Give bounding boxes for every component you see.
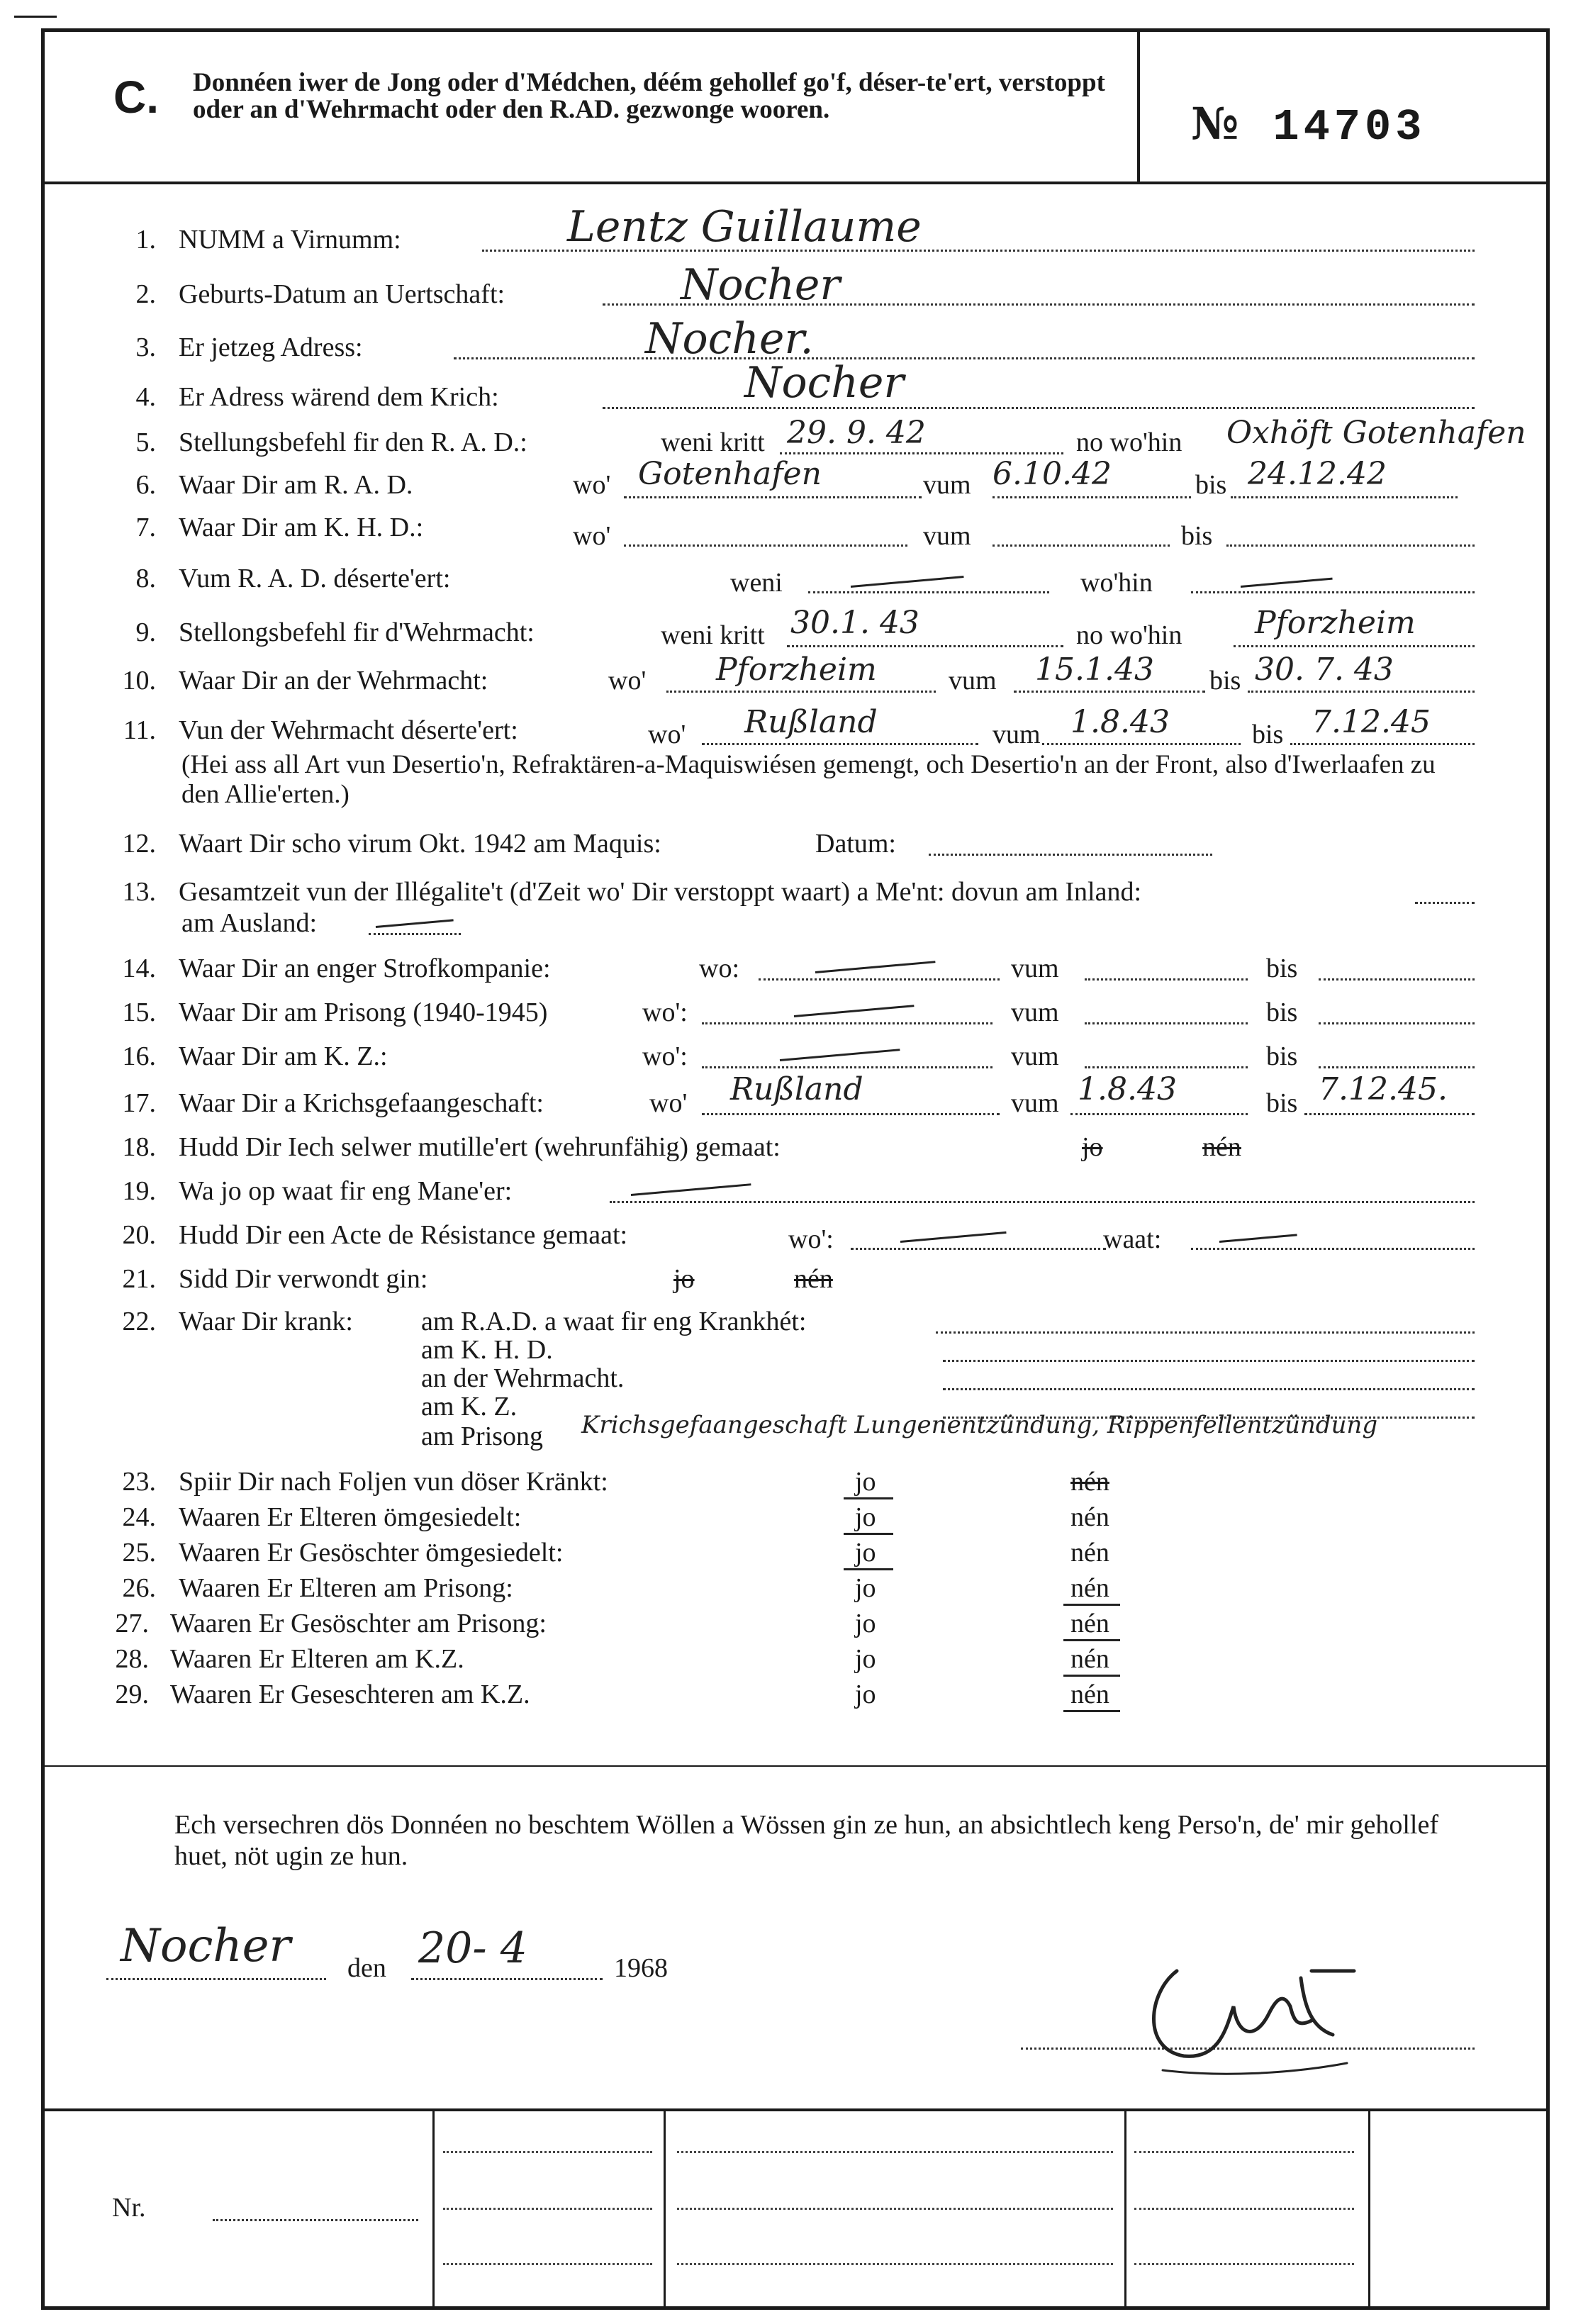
footer-column-divider [1368, 2108, 1370, 2310]
row-label: Waar Dir am Prisong (1940-1945) [179, 998, 548, 1027]
desertion-place: Rußland [744, 704, 878, 740]
wehrmacht-destination: Pforzheim [1255, 605, 1416, 641]
answer-nen: nén [1070, 1609, 1109, 1638]
answer-jo: jo [1082, 1132, 1103, 1162]
weni-label: weni kritt [661, 428, 765, 457]
wohin-label: wo'hin [1080, 568, 1153, 598]
wo-label: wo': [642, 1041, 688, 1071]
fill-line [1415, 902, 1475, 904]
name-value: Lentz Guillaume [567, 202, 922, 252]
fill-line [1234, 645, 1475, 647]
row-number: 21. [122, 1264, 156, 1294]
fill-line [666, 691, 936, 693]
footer-dotted-line [443, 2151, 652, 2153]
vum-label: vum [1011, 1041, 1059, 1071]
wehrmacht-to: 30. 7. 43 [1255, 652, 1394, 688]
fill-line [1014, 691, 1205, 693]
row-number: 17. [122, 1088, 156, 1118]
fill-line [1319, 1066, 1475, 1068]
wehrmacht-place: Pforzheim [716, 652, 877, 688]
number-sign: № [1191, 98, 1239, 150]
bis-label: bis [1266, 1088, 1298, 1118]
weni-label: weni kritt [661, 620, 765, 650]
fill-line [1304, 1113, 1475, 1115]
answer-nen: nén [1070, 1538, 1109, 1568]
footer-dotted-line [677, 2263, 1113, 2265]
bis-label: bis [1181, 521, 1213, 551]
bis-label: bis [1195, 470, 1227, 500]
signing-date: 20- 4 [418, 1923, 527, 1973]
footer-dotted-line [443, 2263, 652, 2265]
current-address-value: Nocher. [645, 314, 814, 364]
signing-year: 1968 [614, 1953, 668, 1983]
signature-mark [1120, 1928, 1375, 2084]
vum-label: vum [923, 470, 971, 500]
fill-line [702, 1066, 992, 1068]
rad-from: 6.10.42 [992, 456, 1112, 492]
fill-line [106, 1978, 326, 1980]
fill-line [1191, 591, 1475, 593]
section-rule [41, 1765, 1550, 1767]
row-label: Er jetzeg Adress: [179, 333, 363, 362]
fill-line [1226, 544, 1475, 547]
answer-jo: jo [673, 1264, 695, 1294]
row-number: 9. [135, 618, 156, 647]
bis-label: bis [1252, 720, 1284, 749]
den-label: den [347, 1953, 386, 1983]
row-label: Geburts-Datum an Uertschaft: [179, 279, 505, 309]
row-number: 18. [122, 1132, 156, 1162]
footer-dotted-line [1134, 2151, 1354, 2153]
corner-mark [14, 16, 57, 18]
header-bottom-rule [41, 181, 1550, 184]
fill-line [624, 544, 907, 547]
fill-line [610, 1201, 1475, 1203]
row-number: 13. [122, 877, 156, 907]
footer-dotted-line [443, 2208, 652, 2210]
row-label: Stellongsbefehl fir d'Wehrmacht: [179, 618, 535, 647]
row-label: Waaren Er Gesöschter ömgesiedelt: [179, 1538, 564, 1568]
wo-label: wo: [699, 954, 739, 983]
fill-line [759, 978, 1000, 981]
fill-line [1231, 496, 1458, 498]
row-number: 6. [135, 470, 156, 500]
row-label: Stellungsbefehl fir den R. A. D.: [179, 428, 527, 457]
footer-dotted-line [677, 2151, 1113, 2153]
row-label: Waaren Er Elteren am K.Z. [170, 1644, 464, 1674]
row-number: 27. [115, 1609, 149, 1638]
fill-line [992, 544, 1170, 547]
row-number: 28. [115, 1644, 149, 1674]
vum-label: vum [1011, 1088, 1059, 1118]
row-label: Waar Dir am K. H. D.: [179, 513, 424, 542]
answer-jo: jo [855, 1644, 876, 1674]
row-label: Sidd Dir verwondt gin: [179, 1264, 428, 1294]
footer-column-divider [432, 2108, 435, 2310]
selected-underline [844, 1497, 893, 1499]
row-label: Vum R. A. D. déserte'ert: [179, 564, 451, 593]
bis-label: bis [1266, 998, 1298, 1027]
weni-label: weni [730, 568, 783, 598]
fill-line [943, 1388, 1475, 1390]
nr-label: Nr. [112, 2193, 146, 2223]
desertion-from: 1.8.43 [1070, 704, 1170, 740]
selected-underline [1063, 1675, 1120, 1677]
desertion-note: (Hei ass all Art vun Desertio'n, Refraktären-a-Maquiswiésen gemengt, och Desertio'n an der Front, also d'Iwerlaafen zu den Allie'erten.) [181, 750, 1436, 809]
row-label: Hudd Dir Iech selwer mutille'ert (wehrunfähig) gemaat: [179, 1132, 781, 1162]
row-number: 4. [135, 382, 156, 412]
fill-line [787, 645, 1063, 647]
waat-label: waat: [1103, 1224, 1162, 1254]
fill-line [702, 1022, 992, 1024]
fill-line [943, 1360, 1475, 1362]
illness-sub-label: am Prisong [421, 1421, 544, 1451]
footer-rule [41, 2108, 1550, 2111]
row-label: Waar Dir am K. Z.: [179, 1041, 388, 1071]
fill-line [1319, 1022, 1475, 1024]
fill-line [1248, 691, 1475, 693]
vum-label: vum [1011, 954, 1059, 983]
rad-order-date: 29. 9. 42 [787, 415, 926, 451]
desertion-to: 7.12.45 [1312, 704, 1431, 740]
wo-label: wo' [649, 1088, 688, 1118]
fill-line [992, 496, 1191, 498]
fill-line [454, 357, 1475, 359]
answer-jo: jo [855, 1680, 876, 1709]
wohin-label: no wo'hin [1076, 620, 1182, 650]
vum-label: vum [1011, 998, 1059, 1027]
row-label: Waaren Er Elteren am Prisong: [179, 1573, 513, 1603]
row-number: 1. [135, 225, 156, 255]
row-number: 11. [123, 715, 156, 745]
row-label: Waar Dir an der Wehrmacht: [179, 666, 488, 695]
row-number: 22. [122, 1307, 156, 1336]
fill-line [929, 854, 1212, 856]
selected-underline [1063, 1639, 1120, 1641]
vum-label: vum [949, 666, 997, 695]
row-number: 7. [135, 513, 156, 542]
row-label: Waart Dir scho virum Okt. 1942 am Maquis: [179, 829, 661, 859]
row-number: 19. [122, 1176, 156, 1206]
row-label: NUMM a Virnumm: [179, 225, 401, 255]
selected-underline [1063, 1604, 1120, 1606]
fill-line [851, 1248, 1106, 1250]
birth-place-value: Nocher [681, 260, 841, 310]
captivity-from: 1.8.43 [1078, 1071, 1177, 1107]
answer-jo: jo [855, 1573, 876, 1603]
fill-line [702, 1113, 1000, 1115]
rad-place: Gotenhafen [638, 456, 822, 492]
footer-dotted-line [1134, 2208, 1354, 2210]
fill-line [1085, 1066, 1248, 1068]
row-number: 29. [115, 1680, 149, 1709]
datum-label: Datum: [815, 829, 896, 859]
fill-line [369, 933, 461, 935]
vum-label: vum [923, 521, 971, 551]
wo-label: wo' [573, 470, 611, 500]
bis-label: bis [1266, 1041, 1298, 1071]
fill-line [603, 407, 1475, 409]
form-title: Donnéen iwer de Jong oder d'Médchen, déém gehollef go'f, déser-te'ert, verstoppt oder an d'Wehrmacht oder den R.AD. gezwonge wooren. [193, 68, 1105, 124]
row-number: 23. [122, 1467, 156, 1497]
answer-nen: nén [1070, 1573, 1109, 1603]
footer-column-divider [1124, 2108, 1126, 2310]
row-number: 14. [122, 954, 156, 983]
row-number: 8. [135, 564, 156, 593]
wo-label: wo' [648, 720, 686, 749]
row-label: Waaren Er Geseschteren am K.Z. [170, 1680, 530, 1709]
answer-jo: jo [855, 1538, 876, 1568]
fill-line [1070, 1113, 1248, 1115]
fill-line [1290, 743, 1475, 745]
row-number: 24. [122, 1502, 156, 1532]
answer-jo: jo [855, 1609, 876, 1638]
fill-line [1085, 1022, 1248, 1024]
wehrmacht-order-date: 30.1. 43 [790, 605, 919, 641]
fill-line [1191, 1248, 1475, 1250]
illness-sub-label: an der Wehrmacht. [421, 1363, 625, 1393]
wo-label: wo': [642, 998, 688, 1027]
fill-line [936, 1331, 1475, 1334]
answer-nen: nén [1070, 1680, 1109, 1709]
row-label: Waar Dir am R. A. D. [179, 470, 413, 500]
row-label: Vun der Wehrmacht déserte'ert: [179, 715, 518, 745]
form-section-letter: C. [113, 72, 159, 123]
form-number-value: 14703 [1273, 102, 1426, 152]
row-label: Wa jo op waat fir eng Mane'er: [179, 1176, 513, 1206]
bis-label: bis [1266, 954, 1298, 983]
row-number: 26. [122, 1573, 156, 1603]
wo-label: wo': [788, 1224, 834, 1254]
answer-jo: jo [855, 1467, 876, 1497]
selected-underline [1063, 1710, 1120, 1712]
row-label: Waar Dir krank: [179, 1307, 353, 1336]
signing-place: Nocher [121, 1920, 291, 1972]
row-number: 20. [122, 1220, 156, 1250]
selected-underline [844, 1568, 893, 1570]
row-number: 15. [122, 998, 156, 1027]
answer-jo: jo [855, 1502, 876, 1532]
bis-label: bis [1209, 666, 1241, 695]
fill-line [1319, 978, 1475, 981]
fill-line [1085, 978, 1248, 981]
row-label: Spiir Dir nach Foljen vun döser Kränkt: [179, 1467, 608, 1497]
fill-line [411, 1978, 603, 1980]
row-label: Waaren Er Gesöschter am Prisong: [170, 1609, 547, 1638]
row-number: 16. [122, 1041, 156, 1071]
answer-nen: nén [1070, 1644, 1109, 1674]
row-label: Waaren Er Elteren ömgesiedelt: [179, 1502, 522, 1532]
row-number: 12. [122, 829, 156, 859]
footer-column-divider [664, 2108, 666, 2310]
row-number: 3. [135, 333, 156, 362]
row-label: Er Adress wärend dem Krich: [179, 382, 499, 412]
row-label: Hudd Dir een Acte de Résistance gemaat: [179, 1220, 628, 1250]
answer-nen: nén [794, 1264, 833, 1294]
illness-sub-label: am K. Z. [421, 1392, 518, 1421]
answer-nen: nén [1070, 1502, 1109, 1532]
fill-line [1042, 743, 1241, 745]
row-number: 2. [135, 279, 156, 309]
fill-line [702, 743, 978, 745]
row-number: 5. [135, 428, 156, 457]
row-number: 10. [122, 666, 156, 695]
fill-line [808, 591, 1049, 593]
answer-nen: nén [1202, 1132, 1241, 1162]
rad-destination: Oxhöft Gotenhafen [1226, 415, 1526, 451]
row-label: Waar Dir an enger Strofkompanie: [179, 954, 551, 983]
prison-illness-value: Krichsgefaangeschaft Lungenentzündung, Rippenfellentzündung [581, 1411, 1378, 1439]
certification-text: Ech versechren dös Donnéen no beschtem Wöllen a Wössen gin ze hun, an absichtlech keng Perso'n, de' mir gehollef huet, nöt ugin ze hun. [174, 1810, 1438, 1871]
fill-line [213, 2219, 418, 2221]
rad-to: 24.12.42 [1248, 456, 1387, 492]
illness-sub-label: am K. H. D. [421, 1335, 553, 1365]
header-divider [1137, 28, 1140, 183]
selected-underline [844, 1533, 893, 1535]
wartime-address-value: Nocher [744, 358, 905, 408]
row-label: Waar Dir a Krichsgefaangeschaft: [179, 1088, 544, 1118]
captivity-place: Rußland [730, 1071, 863, 1107]
wehrmacht-from: 15.1.43 [1035, 652, 1154, 688]
row-number: 25. [122, 1538, 156, 1568]
footer-dotted-line [677, 2208, 1113, 2210]
answer-nen: nén [1070, 1467, 1109, 1497]
captivity-to: 7.12.45. [1319, 1071, 1448, 1107]
form-number [1191, 98, 1426, 152]
footer-dotted-line [1134, 2263, 1354, 2265]
row-label-line2: am Ausland: [181, 908, 318, 938]
fill-line [624, 496, 922, 498]
fill-line [780, 452, 1063, 454]
row-label: Gesamtzeit vun der Illégalite't (d'Zeit wo' Dir verstoppt waart) a Me'nt: dovun am Inland: [179, 877, 1142, 907]
wohin-label: no wo'hin [1076, 428, 1182, 457]
wo-label: wo' [608, 666, 647, 695]
vum-label: vum [992, 720, 1041, 749]
wo-label: wo' [573, 521, 611, 551]
illness-sub-label: am R.A.D. a waat fir eng Krankhét: [421, 1307, 807, 1336]
